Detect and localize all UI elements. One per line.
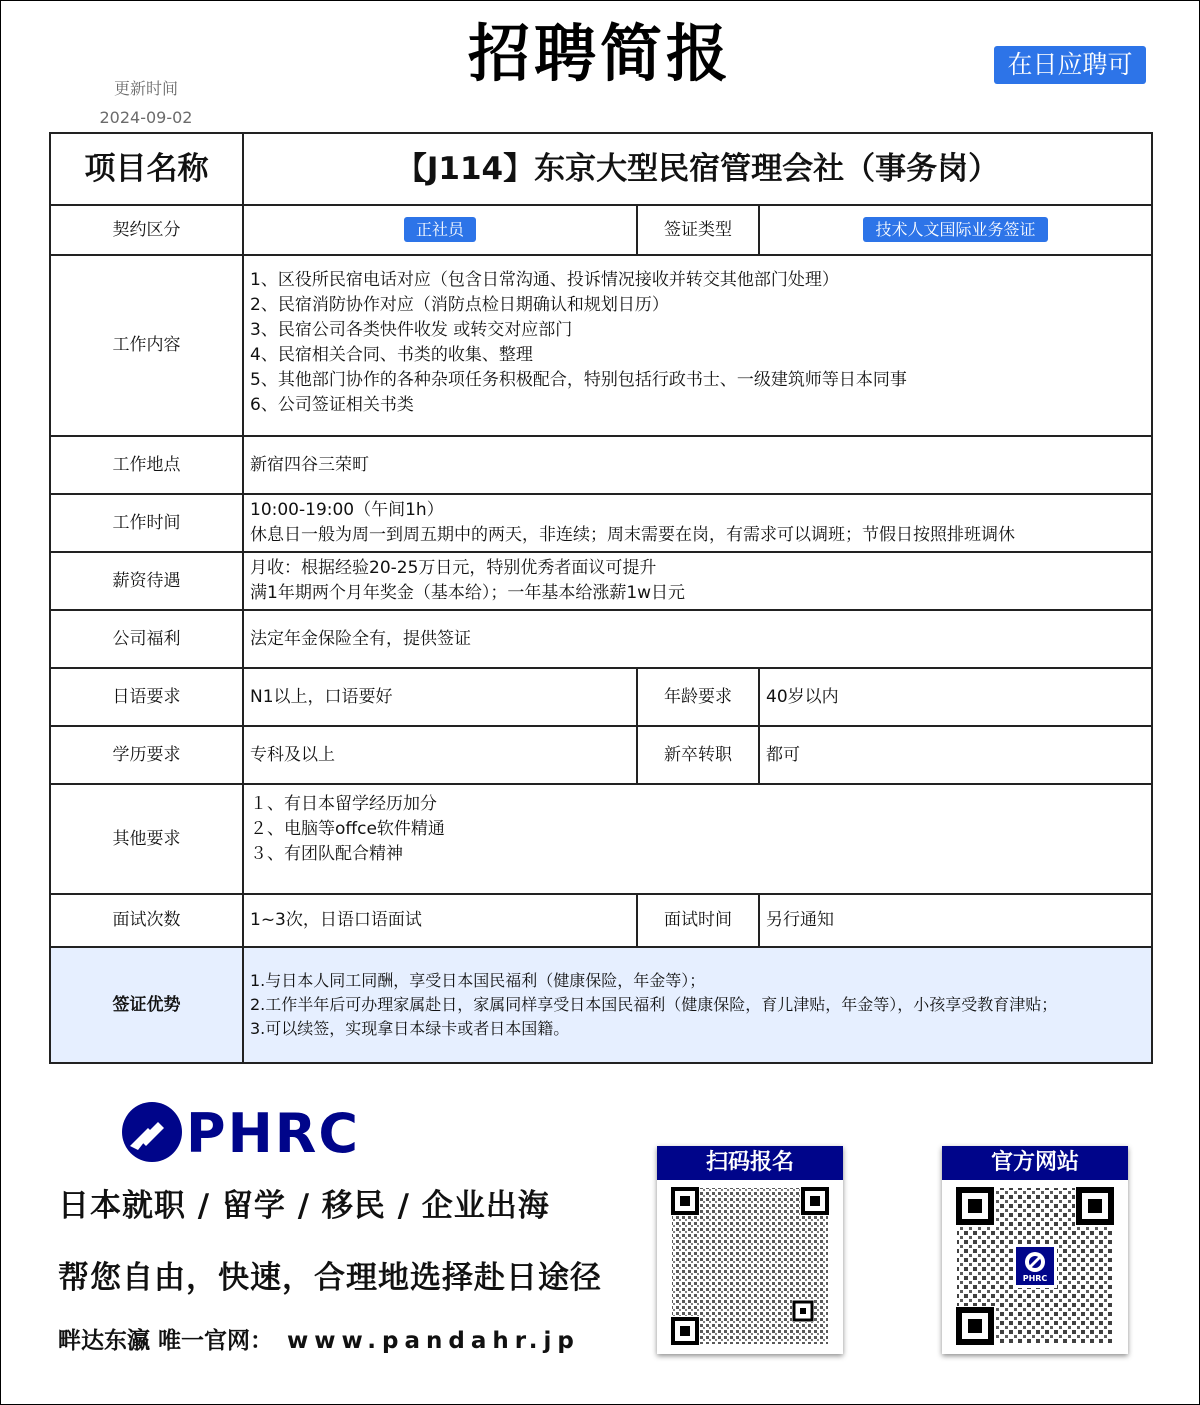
logo-text: PHRC	[186, 1102, 360, 1164]
duties-label: 工作内容	[50, 255, 243, 436]
age-value: 40岁以内	[759, 668, 1152, 726]
qr-signup-card[interactable]	[657, 1146, 843, 1354]
visa-advantage-item: 1.与日本人同工同酬，享受日本国民福利（健康保险，年金等）；	[250, 971, 706, 990]
visa-advantage-label: 签证优势	[50, 947, 243, 1063]
career-type-label: 新卒转职	[637, 726, 759, 784]
visa-advantage-item: 3.可以续签，实现拿日本绿卡或者日本国籍。	[250, 1019, 570, 1038]
duty-item: 4、民宿相关合同、书类的收集、整理	[250, 345, 533, 365]
duties-list	[243, 255, 1152, 436]
site-url-link[interactable]: www.pandahr.jp	[287, 1328, 580, 1354]
row-visa-advantage	[50, 947, 1152, 1063]
hours-line: 10:00-19:00（午间1h）	[250, 500, 444, 520]
location-value: 新宿四谷三荣町	[243, 436, 1152, 494]
duty-item: 5、其他部门协作的各种杂项任务积极配合，特别包括行政书士、一级建筑师等日本同事	[250, 370, 907, 390]
education-label: 学历要求	[50, 726, 243, 784]
other-item: １、有日本留学经历加分	[250, 793, 437, 814]
hours-label: 工作时间	[50, 494, 243, 552]
official-site	[58, 1322, 580, 1355]
visa-type-label: 签证类型	[637, 205, 759, 255]
career-type-value: 都可	[759, 726, 1152, 784]
updated-label: 更新时间	[113, 79, 178, 98]
row-location	[50, 436, 1152, 494]
qr-code-icon[interactable]	[670, 1186, 830, 1346]
tagline: 帮您自由，快速，合理地选择赴日途径	[58, 1260, 602, 1296]
duty-item: 3、民宿公司各类快件收发 或转交对应部门	[250, 320, 573, 340]
svg-text:PHRC: PHRC	[1022, 1274, 1048, 1283]
education-value: 专科及以上	[243, 726, 637, 784]
qr-website-card[interactable]	[942, 1146, 1128, 1354]
hours-value	[243, 494, 1152, 552]
qr-code-icon[interactable]	[955, 1186, 1115, 1346]
row-hours	[50, 494, 1152, 552]
location-label: 工作地点	[50, 436, 243, 494]
row-benefits	[50, 610, 1152, 668]
salary-line: 月收：根据经验20-25万日元，特别优秀者面议可提升	[250, 558, 657, 578]
row-duties	[50, 255, 1152, 436]
duty-item: 6、公司签证相关书类	[250, 395, 414, 415]
other-item: ２、电脑等offce软件精通	[250, 818, 445, 839]
phrc-logo	[120, 1100, 370, 1164]
interview-count-label: 面试次数	[50, 894, 243, 947]
hire-in-japan-badge: 在日应聘可	[994, 46, 1146, 84]
row-japanese	[50, 668, 1152, 726]
duty-item: 2、民宿消防协作对应（消防点检日期确认和规划日历）	[250, 295, 669, 315]
japanese-label: 日语要求	[50, 668, 243, 726]
age-label: 年龄要求	[637, 668, 759, 726]
row-interview	[50, 894, 1152, 947]
updated-date: 2024-09-02	[99, 108, 193, 127]
visa-advantage-list	[243, 947, 1152, 1063]
interview-count-value: 1~3次，日语口语面试	[243, 894, 637, 947]
japanese-value: N1以上，口语要好	[243, 668, 637, 726]
services-slogan: 日本就职 / 留学 / 移民 / 企业出海	[58, 1188, 550, 1224]
site-label: 畔达东瀛 唯一官网：	[58, 1328, 274, 1354]
visa-type-badge: 技术人文国际业务签证	[863, 217, 1047, 242]
salary-label: 薪资待遇	[50, 552, 243, 610]
benefits-label: 公司福利	[50, 610, 243, 668]
page-title: 招聘简报	[467, 17, 732, 90]
contract-type-badge: 正社员	[404, 217, 476, 242]
project-label: 项目名称	[50, 133, 243, 205]
row-education	[50, 726, 1152, 784]
other-label: 其他要求	[50, 784, 243, 894]
row-project	[50, 133, 1152, 205]
visa-advantage-item: 2.工作半年后可办理家属赴日，家属同样享受日本国民福利（健康保险，育儿津贴，年金等），小孩享受教育津贴；	[250, 995, 1058, 1014]
row-contract	[50, 205, 1152, 255]
salary-line: 满1年期两个月年奖金（基本给）；一年基本给涨薪1w日元	[250, 583, 686, 603]
interview-time-label: 面试时间	[637, 894, 759, 947]
contract-label: 契约区分	[50, 205, 243, 255]
duty-item: 1、区役所民宿电话对应（包含日常沟通、投诉情况接收并转交其他部门处理）	[250, 270, 839, 290]
qr-signup-title: 扫码报名	[657, 1146, 843, 1180]
benefits-value: 法定年金保险全有，提供签证	[243, 610, 1152, 668]
salary-value	[243, 552, 1152, 610]
other-item: ３、有团队配合精神	[250, 843, 403, 864]
hours-line: 休息日一般为周一到周五期中的两天，非连续；周末需要在岗，有需求可以调班；节假日按照排班调休	[250, 525, 1015, 545]
row-other	[50, 784, 1152, 894]
interview-time-value: 另行通知	[759, 894, 1152, 947]
job-info-table	[49, 132, 1153, 1064]
other-list	[243, 784, 1152, 894]
row-salary	[50, 552, 1152, 610]
qr-website-title: 官方网站	[942, 1146, 1128, 1180]
project-name: 【J114】东京大型民宿管理会社（事务岗）	[243, 133, 1152, 205]
update-info	[88, 74, 204, 132]
